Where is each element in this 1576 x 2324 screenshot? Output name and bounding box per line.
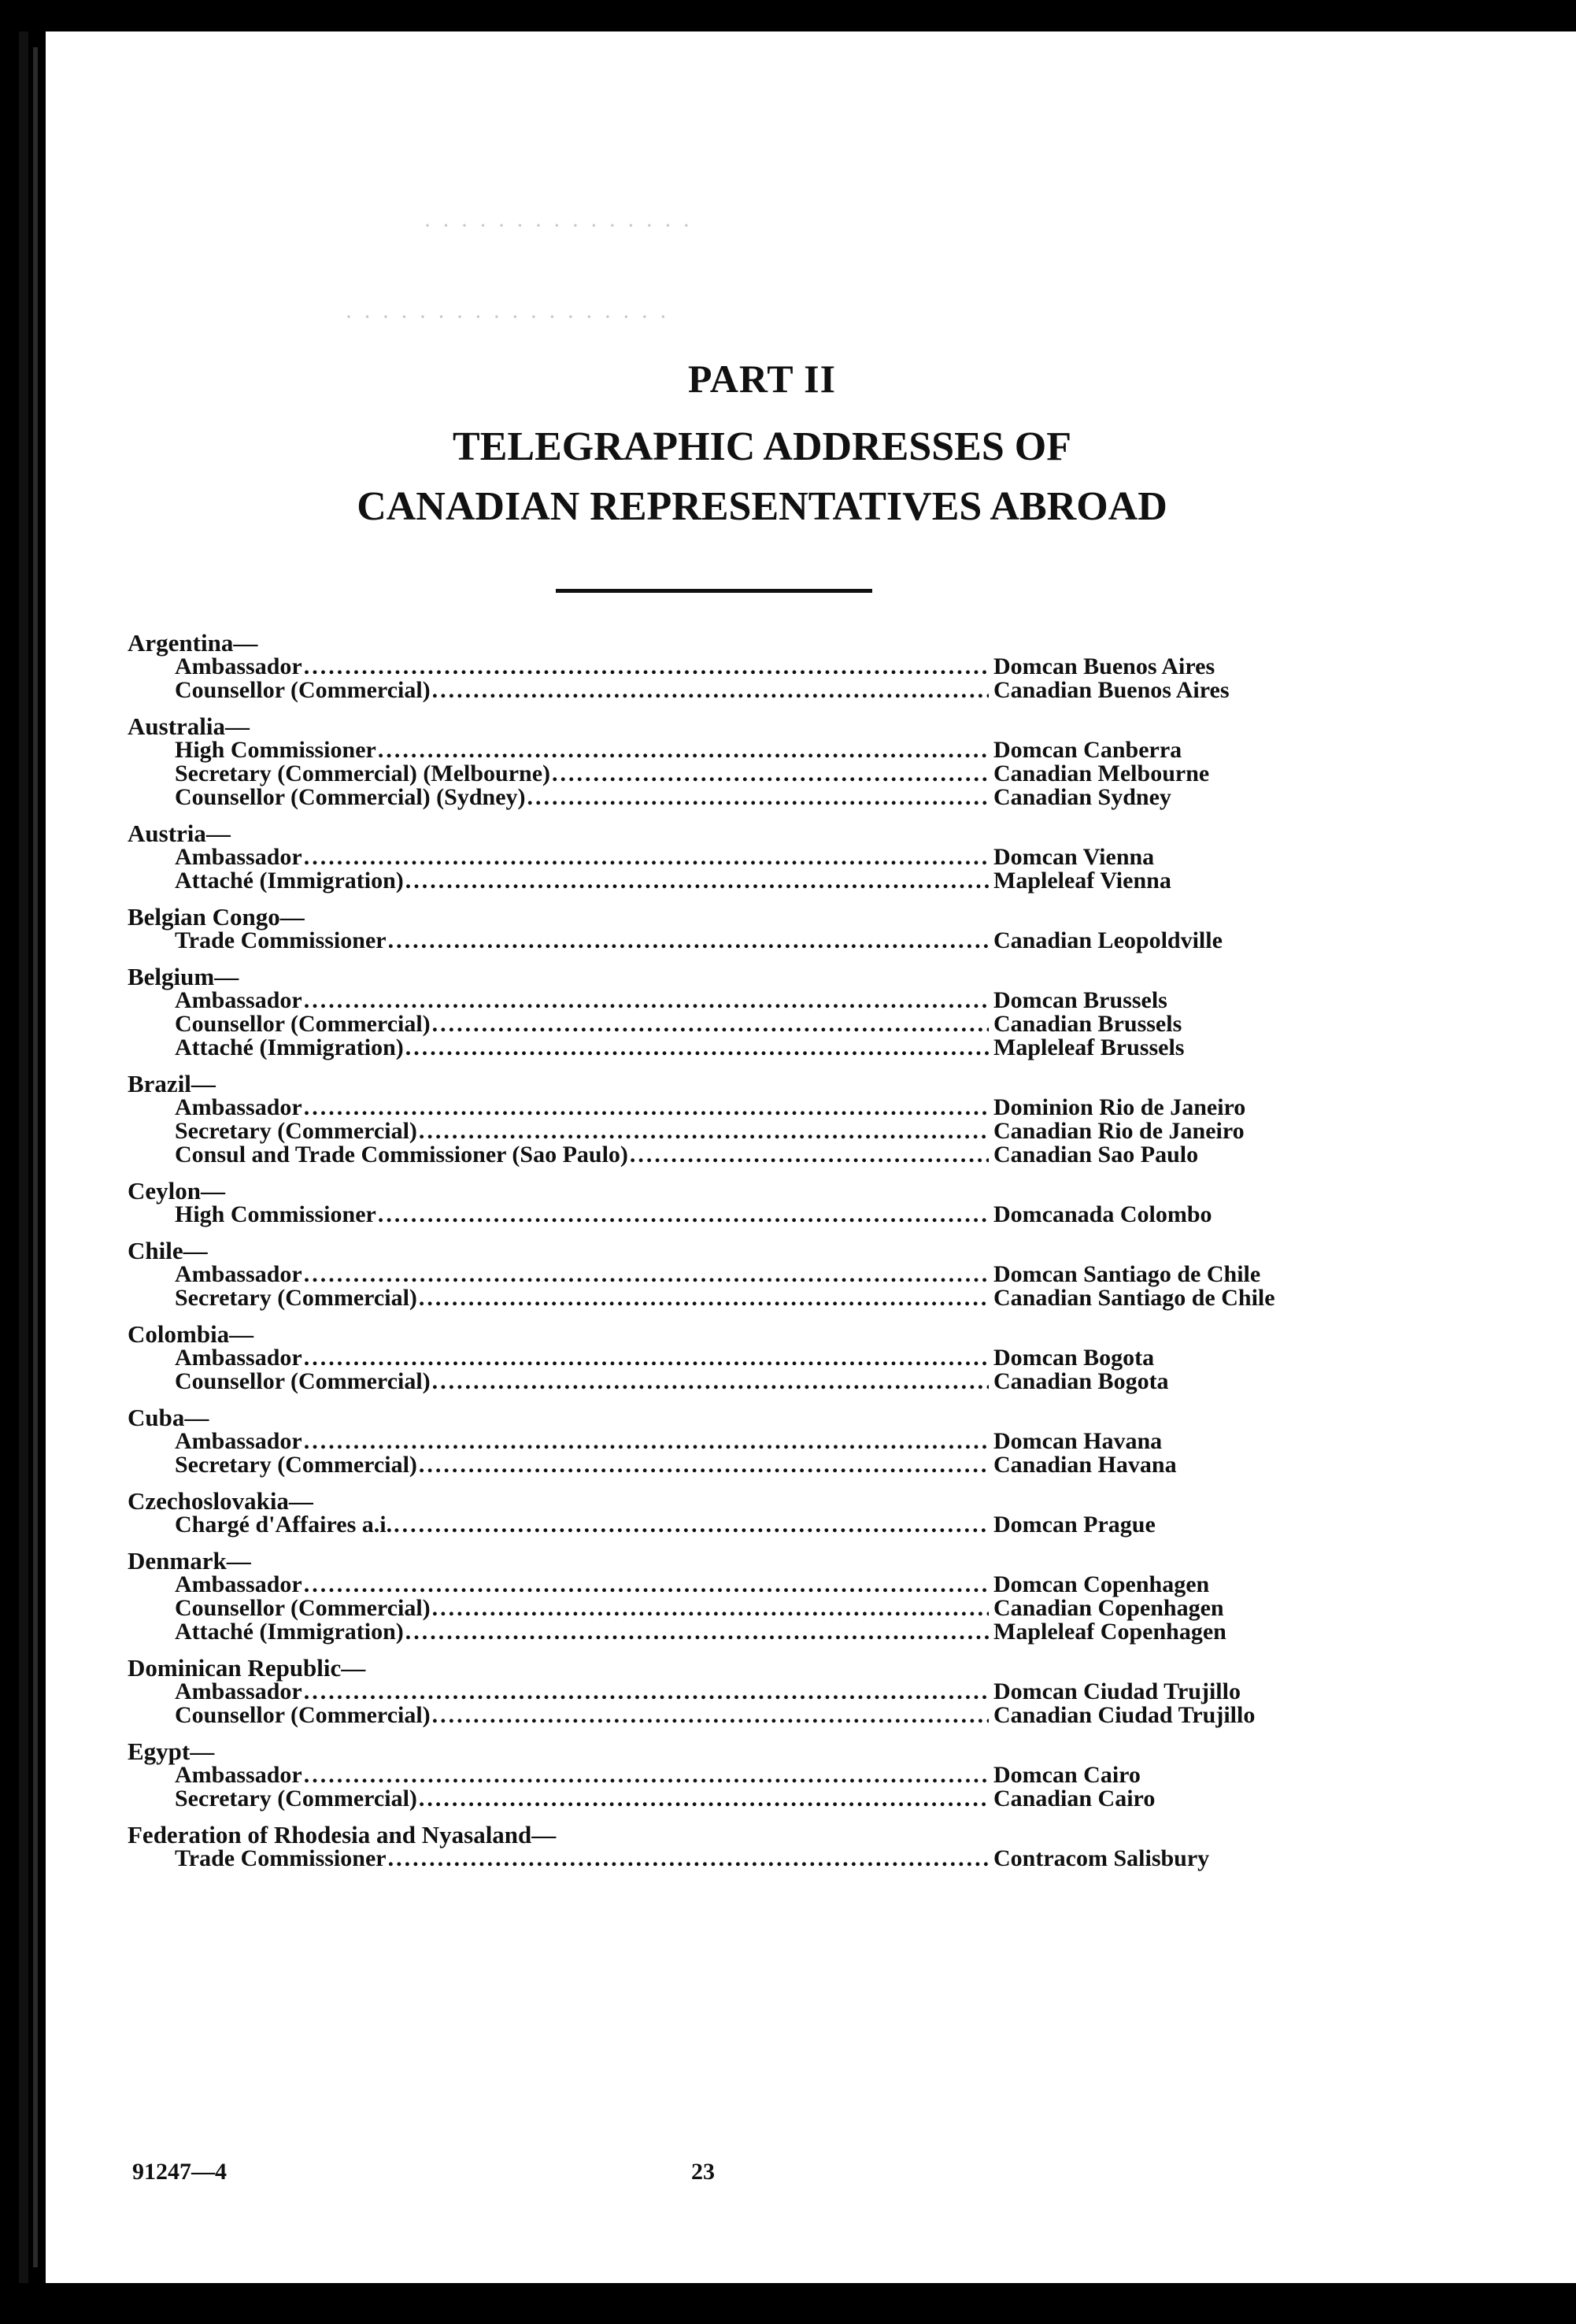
telegraphic-address: Canadian Melbourne: [993, 760, 1210, 786]
telegraphic-address: Domcan Buenos Aires: [993, 653, 1215, 679]
country-heading: Colombia—: [128, 1320, 254, 1348]
document-page: [46, 31, 1576, 2283]
representative-role: Attaché (Immigration): [175, 1619, 404, 1645]
country-heading: Austria—: [128, 820, 231, 847]
dot-leader: [388, 929, 989, 953]
address-row: [128, 762, 1308, 786]
representative-role: Ambassador: [175, 1094, 302, 1120]
address-row: [128, 1763, 1308, 1787]
representative-role: Chargé d'Affaires a.i.: [175, 1512, 393, 1538]
representative-role: Counsellor (Commercial): [175, 1011, 431, 1037]
dot-leader: [405, 869, 989, 893]
telegraphic-address: Domcan Cairo: [993, 1762, 1141, 1788]
address-row: [128, 1620, 1308, 1644]
country-heading: Czechoslovakia—: [128, 1487, 313, 1515]
country-heading: Cuba—: [128, 1404, 209, 1431]
title-line-2: CANADIAN REPRESENTATIVES ABROAD: [357, 484, 1167, 529]
telegraphic-address: Canadian Santiago de Chile: [993, 1285, 1275, 1311]
print-code: 91247—4: [132, 2159, 227, 2185]
telegraphic-address: Domcan Brussels: [993, 987, 1167, 1013]
telegraphic-address: Domcanada Colombo: [993, 1201, 1212, 1227]
dot-leader: [432, 1597, 989, 1620]
telegraphic-address: Domcan Havana: [993, 1428, 1163, 1454]
representative-role: High Commissioner: [175, 737, 376, 763]
country-heading: Dominican Republic—: [128, 1654, 366, 1682]
representative-role: Ambassador: [175, 844, 302, 870]
telegraphic-address: Canadian Sydney: [993, 784, 1171, 810]
telegraphic-address: Dominion Rio de Janeiro: [993, 1094, 1246, 1120]
dot-leader: [432, 1370, 989, 1393]
telegraphic-address: Mapleleaf Vienna: [993, 868, 1171, 894]
representative-role: Counsellor (Commercial) (Sydney): [175, 784, 526, 810]
representative-role: Secretary (Commercial): [175, 1118, 417, 1144]
dot-leader: [419, 1119, 989, 1143]
dot-leader: [304, 1680, 989, 1704]
telegraphic-address: Canadian Cairo: [993, 1786, 1156, 1811]
telegraphic-address: Domcan Prague: [993, 1512, 1156, 1538]
country-heading: Ceylon—: [128, 1177, 225, 1205]
telegraphic-address: Contracom Salisbury: [993, 1845, 1210, 1871]
address-row: [128, 1704, 1308, 1727]
address-row: [128, 655, 1308, 679]
title-divider: [556, 589, 872, 593]
telegraphic-address: Domcan Vienna: [993, 844, 1155, 870]
dot-leader: [405, 1036, 989, 1060]
telegraphic-address: Canadian Brussels: [993, 1011, 1182, 1037]
binding-edge: [19, 31, 28, 2283]
representative-role: Consul and Trade Commissioner (Sao Paulo): [175, 1142, 628, 1168]
address-row: [128, 1847, 1308, 1871]
dot-leader: [527, 786, 989, 809]
address-row: [128, 1119, 1308, 1143]
dot-leader: [388, 1847, 989, 1871]
address-row: [128, 989, 1308, 1012]
representative-role: High Commissioner: [175, 1201, 376, 1227]
dot-leader: [419, 1286, 989, 1310]
country-heading: Australia—: [128, 712, 250, 740]
address-row: [128, 1012, 1308, 1036]
dot-leader: [304, 846, 989, 869]
address-row: [128, 1143, 1308, 1167]
dot-leader: [378, 738, 989, 762]
dot-leader: [432, 1012, 989, 1036]
telegraphic-address: Canadian Copenhagen: [993, 1595, 1224, 1621]
title-line-1: TELEGRAPHIC ADDRESSES OF: [453, 424, 1071, 469]
representative-role: Ambassador: [175, 1571, 302, 1597]
telegraphic-address: Domcan Santiago de Chile: [993, 1261, 1261, 1287]
telegraphic-address: Domcan Ciudad Trujillo: [993, 1678, 1241, 1704]
address-row: [128, 1787, 1308, 1811]
bleed-through-text: · · · · · · · · · · · · · · · · · ·: [345, 304, 670, 330]
dot-leader: [304, 1763, 989, 1787]
address-row: [128, 1680, 1308, 1704]
address-row: [128, 1513, 1308, 1537]
address-row: [128, 1573, 1308, 1597]
address-row: [128, 1346, 1308, 1370]
telegraphic-address: Canadian Ciudad Trujillo: [993, 1702, 1256, 1728]
dot-leader: [405, 1620, 989, 1644]
address-list: [128, 631, 1308, 1871]
bleed-through-text: · · · · · · · · · · · · · · ·: [424, 213, 693, 239]
representative-role: Ambassador: [175, 1678, 302, 1704]
telegraphic-address: Canadian Sao Paulo: [993, 1142, 1199, 1168]
representative-role: Trade Commissioner: [175, 1845, 387, 1871]
telegraphic-address: Mapleleaf Copenhagen: [993, 1619, 1226, 1645]
country-heading: Egypt—: [128, 1737, 215, 1765]
representative-role: Ambassador: [175, 653, 302, 679]
address-row: [128, 1430, 1308, 1453]
address-row: [128, 786, 1308, 809]
address-row: [128, 1096, 1308, 1119]
binding-edge-inner: [33, 47, 38, 2267]
representative-role: Attaché (Immigration): [175, 868, 404, 894]
dot-leader: [304, 1263, 989, 1286]
telegraphic-address: Canadian Rio de Janeiro: [993, 1118, 1245, 1144]
dot-leader: [630, 1143, 989, 1167]
address-row: [128, 738, 1308, 762]
country-heading: Denmark—: [128, 1547, 251, 1575]
representative-role: Trade Commissioner: [175, 927, 387, 953]
dot-leader: [304, 989, 989, 1012]
country-heading: Argentina—: [128, 629, 258, 657]
address-row: [128, 1370, 1308, 1393]
address-row: [128, 869, 1308, 893]
dot-leader: [378, 1203, 989, 1227]
telegraphic-address: Canadian Bogota: [993, 1368, 1169, 1394]
address-row: [128, 1036, 1308, 1060]
dot-leader: [552, 762, 989, 786]
dot-leader: [304, 1430, 989, 1453]
representative-role: Secretary (Commercial): [175, 1786, 417, 1811]
country-heading: Belgian Congo—: [128, 903, 305, 931]
page-number: 23: [691, 2159, 715, 2185]
representative-role: Ambassador: [175, 1762, 302, 1788]
representative-role: Ambassador: [175, 1261, 302, 1287]
telegraphic-address: Canadian Leopoldville: [993, 927, 1223, 953]
address-row: [128, 1597, 1308, 1620]
country-heading: Belgium—: [128, 963, 239, 990]
address-row: [128, 679, 1308, 702]
part-heading: PART II: [687, 357, 837, 401]
telegraphic-address: Domcan Bogota: [993, 1345, 1155, 1371]
dot-leader: [419, 1453, 989, 1477]
address-row: [128, 846, 1308, 869]
representative-role: Ambassador: [175, 1428, 302, 1454]
representative-role: Counsellor (Commercial): [175, 1702, 431, 1728]
representative-role: Ambassador: [175, 1345, 302, 1371]
representative-role: Ambassador: [175, 987, 302, 1013]
telegraphic-address: Domcan Copenhagen: [993, 1571, 1210, 1597]
country-heading: Chile—: [128, 1237, 208, 1264]
dot-leader: [432, 1704, 989, 1727]
telegraphic-address: Domcan Canberra: [993, 737, 1182, 763]
address-row: [128, 1263, 1308, 1286]
dot-leader: [304, 1573, 989, 1597]
dot-leader: [304, 1346, 989, 1370]
address-row: [128, 929, 1308, 953]
representative-role: Secretary (Commercial) (Melbourne): [175, 760, 551, 786]
representative-role: Counsellor (Commercial): [175, 1595, 431, 1621]
telegraphic-address: Canadian Havana: [993, 1452, 1177, 1478]
country-heading: Brazil—: [128, 1070, 216, 1097]
dot-leader: [304, 655, 989, 679]
dot-leader: [419, 1787, 989, 1811]
country-heading: Federation of Rhodesia and Nyasaland—: [128, 1821, 557, 1848]
representative-role: Attaché (Immigration): [175, 1034, 404, 1060]
telegraphic-address: Mapleleaf Brussels: [993, 1034, 1185, 1060]
dot-leader: [432, 679, 989, 702]
representative-role: Secretary (Commercial): [175, 1452, 417, 1478]
dot-leader: [394, 1513, 989, 1537]
dot-leader: [304, 1096, 989, 1119]
representative-role: Counsellor (Commercial): [175, 1368, 431, 1394]
representative-role: Secretary (Commercial): [175, 1285, 417, 1311]
representative-role: Counsellor (Commercial): [175, 677, 431, 703]
address-row: [128, 1203, 1308, 1227]
telegraphic-address: Canadian Buenos Aires: [993, 677, 1230, 703]
address-row: [128, 1453, 1308, 1477]
address-row: [128, 1286, 1308, 1310]
